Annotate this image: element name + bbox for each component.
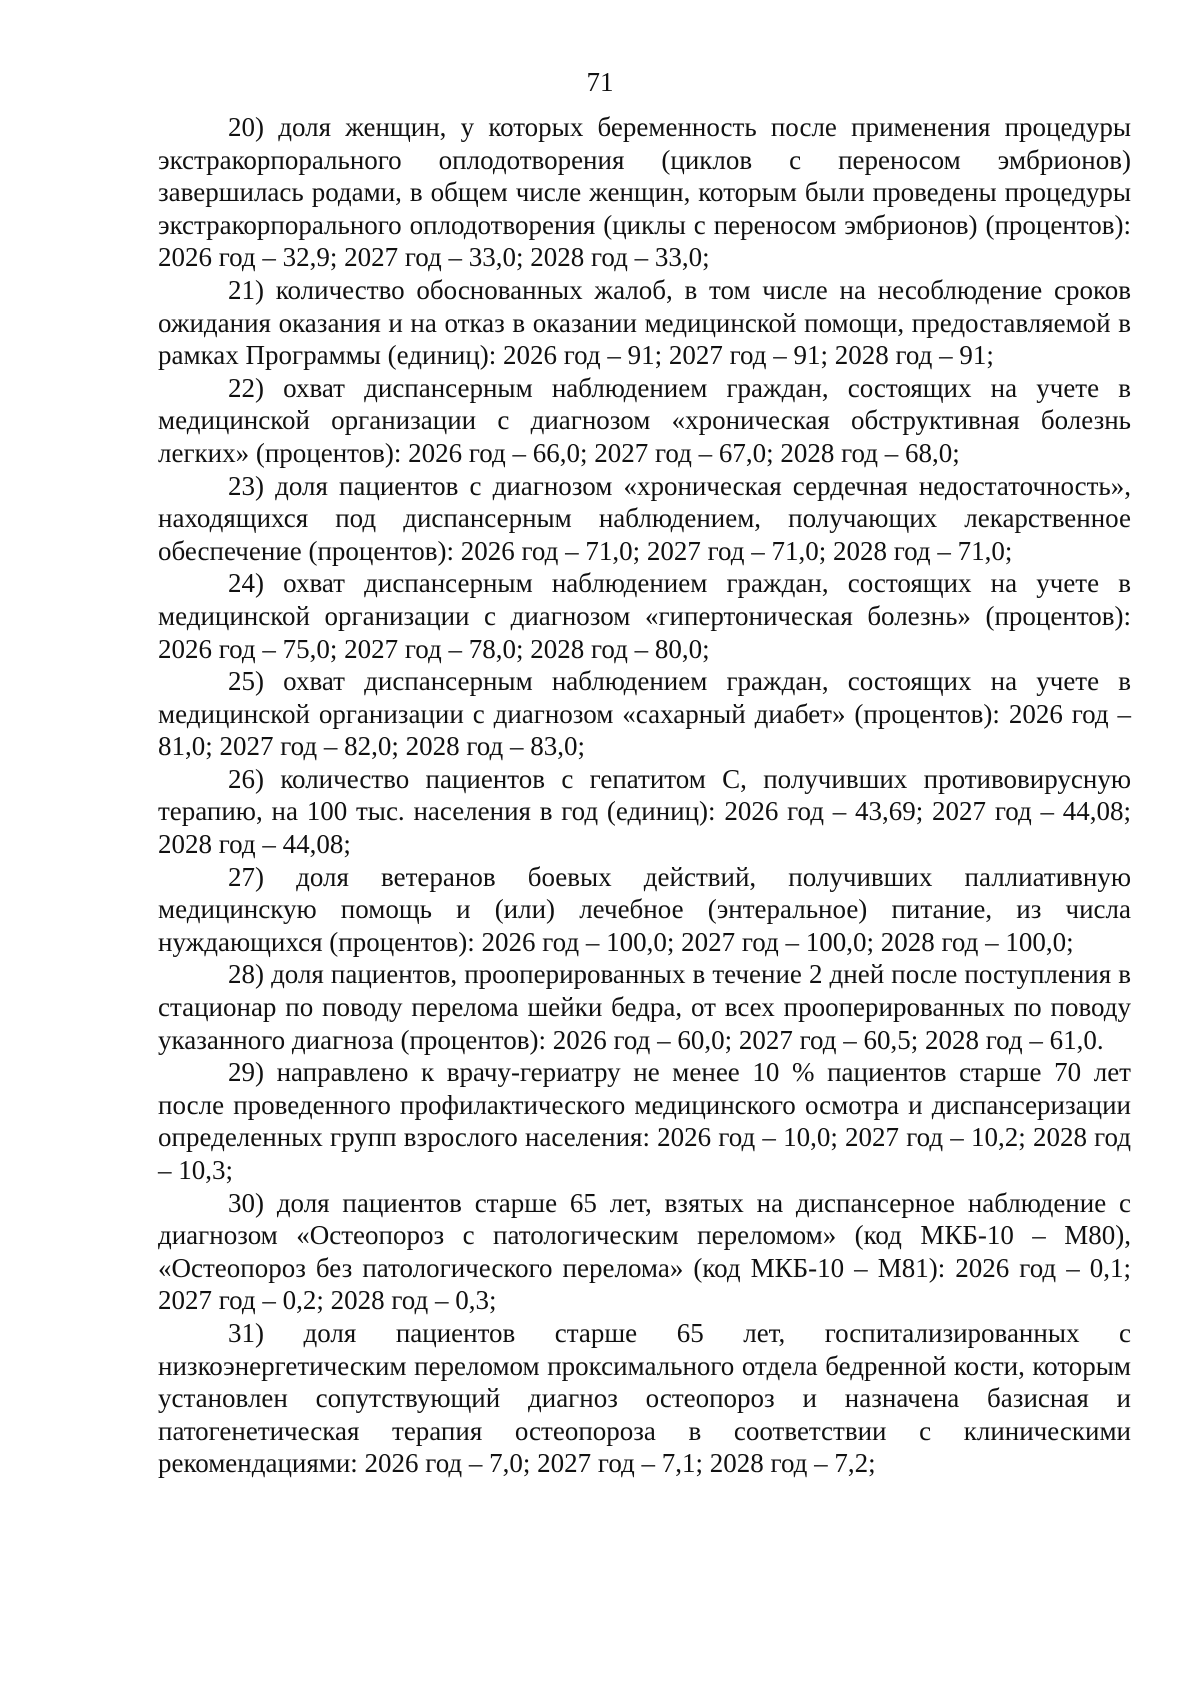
page-number: 71 (586, 67, 614, 97)
list-item-25: 25) охват диспансерным наблюдением граждан, состоящих на учете в медицинской организации с диагнозом «сахарный диабет» (процентов): 2026 год – 81,0; 2027 год – 82,0; 2028 год – 83,0; (158, 666, 1131, 762)
list-item-27: 27) доля ветеранов боевых действий, получивших паллиативную медицинскую помощь и (или) лечебное (энтеральное) питание, из числа нуждающихся (процентов): 2026 год – 100,0; 2027 год – 100,0; 2028 год – 100,0; (158, 861, 1131, 957)
list-item-22: 22) охват диспансерным наблюдением граждан, состоящих на учете в медицинской организации с диагнозом «хроническая обструктивная болезнь легких» (процентов): 2026 год – 66,0; 2027 год – 67,0; 2028 год – 68,0; (158, 372, 1131, 468)
list-item-28: 28) доля пациентов, прооперированных в течение 2 дней после поступления в стационар по поводу перелома шейки бедра, от всех прооперированных по поводу указанного диагноза (процентов): 2026 год – 60,0; 2027 год – 60,5; 2028 год – 61,0. (158, 959, 1131, 1055)
list-item-31: 31) доля пациентов старше 65 лет, госпитализированных с низкоэнергетическим переломом проксимального отдела бедренной кости, которым установлен сопутствующий диагноз остеопороз и назначена базисная и патогенетическая терапия остеопороза в соответствии с клиническими рекомендациями: 2026 год – 7,0; 2027 год – 7,1; 2028 год – 7,2; (158, 1317, 1131, 1479)
document-body (158, 111, 1131, 1480)
list-item-20: 20) доля женщин, у которых беременность после применения процедуры экстракорпорального оплодотворения (циклов с переносом эмбрионов) завершилась родами, в общем числе женщин, которым были проведены процедуры экстракорпорального оплодотворения (циклы с переносом эмбрионов) (процентов): 2026 год – 32,9; 2027 год – 33,0; 2028 год – 33,0; (158, 112, 1131, 273)
list-item-26: 26) количество пациентов с гепатитом С, получивших противовирусную терапию, на 100 тыс. населения в год (единиц): 2026 год – 43,69; 2027 год – 44,08; 2028 год – 44,08; (158, 763, 1131, 860)
list-item-24: 24) охват диспансерным наблюдением граждан, состоящих на учете в медицинской организации с диагнозом «гипертоническая болезнь» (процентов): 2026 год – 75,0; 2027 год – 78,0; 2028 год – 80,0; (158, 568, 1131, 664)
list-item-30: 30) доля пациентов старше 65 лет, взятых на диспансерное наблюдение с диагнозом «Остеопороз с патологическим переломом» (код МКБ-10 – M80), «Остеопороз без патологического перелома» (код МКБ-10 – M81): 2026 год – 0,1; 2027 год – 0,2; 2028 год – 0,3; (158, 1187, 1131, 1316)
list-item-23: 23) доля пациентов с диагнозом «хроническая сердечная недостаточность», находящихся под диспансерным наблюдением, получающих лекарственное обеспечение (процентов): 2026 год – 71,0; 2027 год – 71,0; 2028 год – 71,0; (158, 470, 1131, 566)
list-item-21: 21) количество обоснованных жалоб, в том числе на несоблюдение сроков ожидания оказания и на отказ в оказании медицинской помощи, предоставляемой в рамках Программы (единиц): 2026 год – 91; 2027 год – 91; 2028 год – 91; (158, 274, 1131, 371)
list-item-29: 29) направлено к врачу-гериатру не менее 10 % пациентов старше 70 лет после проведенного профилактического медицинского осмотра и диспансеризации определенных групп взрослого населения: 2026 год – 10,0; 2027 год – 10,2; 2028 год – 10,3; (158, 1057, 1131, 1185)
